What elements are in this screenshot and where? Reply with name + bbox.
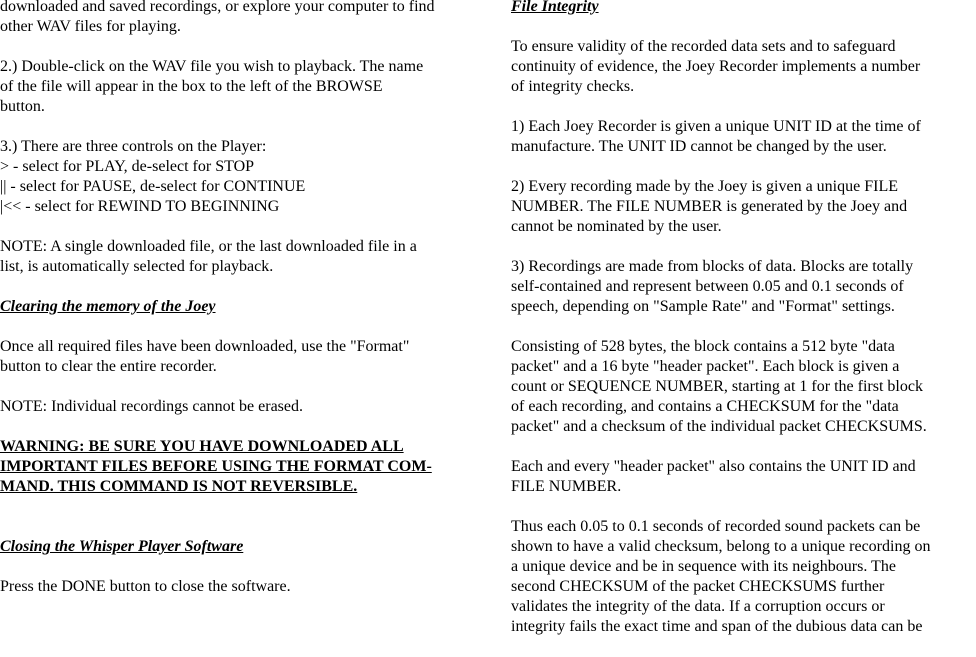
text-line: Press the DONE button to close the software. (0, 578, 291, 595)
header-packet-paragraph (511, 457, 975, 497)
text-line: 3) Recordings are made from blocks of data. Blocks are totally (511, 258, 914, 275)
playback-note-paragraph (0, 237, 485, 277)
text-line: FILE NUMBER. (511, 478, 622, 495)
warning-line: WARNING: BE SURE YOU HAVE DOWNLOADED ALL (0, 438, 404, 455)
integrity-intro-paragraph (511, 37, 975, 97)
text-line: packet" and a checksum of the individual packet CHECKSUMS. (511, 418, 927, 435)
text-line: of each recording, and contains a CHECKSUM for the "data (511, 398, 899, 415)
text-line: validates the integrity of the data. If a corruption occurs or (511, 598, 885, 615)
block-structure-paragraph (511, 337, 975, 437)
spacer (0, 517, 485, 537)
text-line: second CHECKSUM of the packet CHECKSUMS further (511, 578, 885, 595)
text-line: list, is automatically selected for playback. (0, 258, 274, 275)
text-line: self-contained and represent between 0.05 and 0.1 seconds of (511, 278, 904, 295)
text-line: cannot be nominated by the user. (511, 218, 722, 235)
text-line: NOTE: A single downloaded file, or the last downloaded file in a (0, 238, 417, 255)
erase-note-paragraph (0, 397, 485, 417)
text-line: a unique device and be in sequence with its neighbours. The (511, 558, 896, 575)
left-column (0, 0, 485, 617)
text-line: NUMBER. The FILE NUMBER is generated by the Joey and (511, 198, 908, 215)
play-control-line: > - select for PLAY, de-select for STOP (0, 158, 255, 175)
text-line: packet" and a 16 byte "header packet". Each block is given a (511, 358, 900, 375)
done-paragraph (0, 577, 485, 597)
text-line: Thus each 0.05 to 0.1 seconds of recorded sound packets can be (511, 518, 921, 535)
text-line: Each and every "header packet" also contains the UNIT ID and (511, 458, 916, 475)
text-line: 1) Each Joey Recorder is given a unique UNIT ID at the time of (511, 118, 921, 135)
text-line: 2.) Double-click on the WAV file you wish to playback. The name (0, 58, 424, 75)
text-line: button to clear the entire recorder. (0, 358, 217, 375)
text-line: 3.) There are three controls on the Player: (0, 138, 267, 155)
text-line: of the file will appear in the box to the left of the BROWSE (0, 78, 383, 95)
checksum-paragraph (511, 517, 975, 637)
text-line: integrity fails the exact time and span of the dubious data can be (511, 618, 923, 635)
warning-line: IMPORTANT FILES BEFORE USING THE FORMAT COM- (0, 458, 432, 475)
rewind-control-line: |<< - select for REWIND TO BEGINNING (0, 198, 280, 215)
closing-software-heading: Closing the Whisper Player Software (0, 538, 244, 555)
file-integrity-heading: File Integrity (511, 0, 599, 15)
format-paragraph (0, 337, 485, 377)
text-line: count or SEQUENCE NUMBER, starting at 1 for the first block (511, 378, 923, 395)
blocks-paragraph (511, 257, 975, 317)
text-line: button. (0, 98, 45, 115)
file-number-paragraph (511, 177, 975, 237)
warning-line: MAND. THIS COMMAND IS NOT REVERSIBLE. (0, 478, 358, 495)
clearing-memory-heading: Clearing the memory of the Joey (0, 298, 216, 315)
step-3-paragraph (0, 137, 485, 217)
step-2-paragraph (0, 57, 485, 117)
text-line: shown to have a valid checksum, belong to a unique recording on (511, 538, 931, 555)
text-line: manufacture. The UNIT ID cannot be changed by the user. (511, 138, 887, 155)
text-line: Once all required files have been downloaded, use the "Format" (0, 338, 410, 355)
text-line: downloaded and saved recordings, or explore your computer to find (0, 0, 435, 15)
playback-intro-paragraph (0, 0, 485, 37)
right-column (511, 0, 975, 657)
text-line: Consisting of 528 bytes, the block contains a 512 byte "data (511, 338, 895, 355)
pause-control-line: || - select for PAUSE, de-select for CONTINUE (0, 178, 306, 195)
text-line: 2) Every recording made by the Joey is given a unique FILE (511, 178, 898, 195)
format-warning (0, 437, 485, 497)
unit-id-paragraph (511, 117, 975, 157)
text-line: of integrity checks. (511, 78, 635, 95)
text-line: speech, depending on "Sample Rate" and "Format" settings. (511, 298, 895, 315)
text-line: NOTE: Individual recordings cannot be erased. (0, 398, 304, 415)
text-line: other WAV files for playing. (0, 18, 181, 35)
text-line: continuity of evidence, the Joey Recorder implements a number (511, 58, 921, 75)
text-line: To ensure validity of the recorded data sets and to safeguard (511, 38, 896, 55)
